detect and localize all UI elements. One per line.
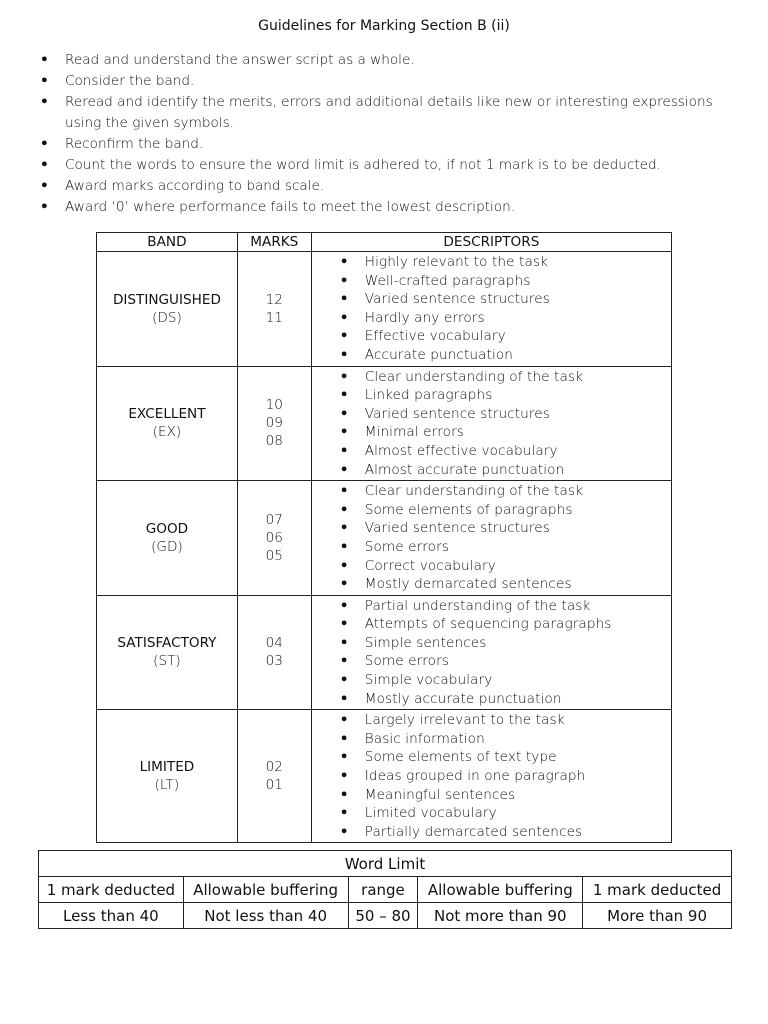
- descriptor-item: • Hardly any errors: [312, 309, 671, 328]
- band-table: [96, 232, 672, 843]
- descriptor-item: • Some errors: [312, 652, 671, 671]
- descriptor-item: • Partially demarcated sentences: [312, 823, 671, 842]
- descriptor-item: • Meaningful sentences: [312, 786, 671, 805]
- descriptor-item: • Correct vocabulary: [312, 557, 671, 576]
- mark-value: 12: [265, 291, 283, 308]
- descriptor-item: • Some errors: [312, 538, 671, 557]
- mark-value: 02: [265, 759, 283, 776]
- guideline-item: • Award ‘0’ where performance fails to meet the lowest description.: [38, 197, 738, 218]
- band-code: (EX): [152, 424, 182, 441]
- descriptor-item: • Effective vocabulary: [312, 327, 671, 346]
- header-descriptors: DESCRIPTORS: [311, 233, 671, 252]
- marks-cell: [237, 366, 311, 481]
- band-row-distinguished: [97, 252, 672, 367]
- descriptors-cell: [311, 252, 671, 367]
- header-marks: MARKS: [237, 233, 311, 252]
- word-limit-value-row: [39, 903, 732, 929]
- word-limit-value: Not more than 90: [418, 903, 583, 929]
- guideline-item: • Consider the band.: [38, 71, 738, 92]
- word-limit-header-row: [39, 877, 732, 903]
- guideline-item: • Reread and identify the merits, errors and additional details like new or interesting expressions using the given symbols.: [38, 92, 738, 134]
- descriptor-item: • Limited vocabulary: [312, 804, 671, 823]
- descriptor-item: • Basic information: [312, 730, 671, 749]
- band-cell: [97, 366, 238, 481]
- descriptor-item: • Almost effective vocabulary: [312, 442, 671, 461]
- band-row-good: [97, 481, 672, 596]
- band-cell: [97, 481, 238, 596]
- mark-value: 10: [265, 397, 283, 414]
- mark-value: 06: [265, 529, 283, 546]
- guideline-item: • Reconfirm the band.: [38, 134, 738, 155]
- band-name: GOOD: [145, 520, 189, 537]
- mark-value: 05: [265, 547, 283, 564]
- descriptor-item: • Simple sentences: [312, 634, 671, 653]
- descriptor-item: • Ideas grouped in one paragraph: [312, 767, 671, 786]
- descriptor-item: • Attempts of sequencing paragraphs: [312, 615, 671, 634]
- mark-value: 09: [265, 415, 283, 432]
- band-table-header-row: [97, 233, 672, 252]
- descriptor-item: • Well-crafted paragraphs: [312, 272, 671, 291]
- marks-cell: [237, 595, 311, 710]
- header-band: BAND: [97, 233, 238, 252]
- band-cell: [97, 710, 238, 843]
- word-limit-header: 1 mark deducted: [583, 877, 732, 903]
- descriptor-item: • Some elements of paragraphs: [312, 501, 671, 520]
- descriptor-item: • Some elements of text type: [312, 748, 671, 767]
- descriptor-item: • Minimal errors: [312, 423, 671, 442]
- word-limit-header: Allowable buffering: [183, 877, 348, 903]
- word-limit-header: range: [348, 877, 418, 903]
- guideline-item: • Award marks according to band scale.: [38, 176, 738, 197]
- descriptors-cell: [311, 366, 671, 481]
- word-limit-value: 50 – 80: [348, 903, 418, 929]
- descriptor-item: • Varied sentence structures: [312, 405, 671, 424]
- band-name: DISTINGUISHED: [112, 291, 221, 308]
- word-limit-header: Allowable buffering: [418, 877, 583, 903]
- band-code: (GD): [151, 538, 183, 555]
- mark-value: 01: [265, 777, 283, 794]
- word-limit-table: [38, 850, 732, 929]
- word-limit-value: Less than 40: [39, 903, 184, 929]
- descriptor-item: • Clear understanding of the task: [312, 482, 671, 501]
- mark-value: 03: [265, 653, 283, 670]
- band-code: (ST): [153, 653, 181, 670]
- descriptor-item: • Mostly demarcated sentences: [312, 575, 671, 594]
- descriptor-item: • Accurate punctuation: [312, 346, 671, 365]
- word-limit-value: More than 90: [583, 903, 732, 929]
- descriptor-item: • Highly relevant to the task: [312, 253, 671, 272]
- word-limit-title-row: [39, 851, 732, 877]
- mark-value: 04: [265, 635, 283, 652]
- band-name: SATISFACTORY: [117, 635, 217, 652]
- word-limit-header: 1 mark deducted: [39, 877, 184, 903]
- guideline-list: [38, 50, 738, 218]
- mark-value: 08: [265, 433, 283, 450]
- descriptor-item: • Clear understanding of the task: [312, 368, 671, 387]
- descriptor-item: • Partial understanding of the task: [312, 597, 671, 616]
- marks-cell: [237, 252, 311, 367]
- band-row-excellent: [97, 366, 672, 481]
- band-cell: [97, 595, 238, 710]
- band-code: (DS): [152, 309, 182, 326]
- band-cell: [97, 252, 238, 367]
- descriptors-cell: [311, 710, 671, 843]
- descriptor-item: • Linked paragraphs: [312, 386, 671, 405]
- descriptors-cell: [311, 481, 671, 596]
- band-row-limited: [97, 710, 672, 843]
- band-row-satisfactory: [97, 595, 672, 710]
- descriptor-item: • Varied sentence structures: [312, 290, 671, 309]
- word-limit-title: Word Limit: [39, 851, 732, 877]
- guideline-item: • Read and understand the answer script as a whole.: [38, 50, 738, 71]
- descriptor-item: • Varied sentence structures: [312, 519, 671, 538]
- guideline-item: • Count the words to ensure the word limit is adhered to, if not 1 mark is to be deducted.: [38, 155, 738, 176]
- marks-cell: [237, 481, 311, 596]
- descriptor-item: • Simple vocabulary: [312, 671, 671, 690]
- descriptor-item: • Almost accurate punctuation: [312, 461, 671, 480]
- band-name: EXCELLENT: [128, 406, 206, 423]
- descriptor-item: • Largely irrelevant to the task: [312, 711, 671, 730]
- band-code: (LT): [154, 777, 180, 794]
- marks-cell: [237, 710, 311, 843]
- descriptor-item: • Mostly accurate punctuation: [312, 690, 671, 709]
- page-title: Guidelines for Marking Section B (ii): [258, 18, 510, 34]
- mark-value: 07: [265, 511, 283, 528]
- band-name: LIMITED: [139, 759, 195, 776]
- word-limit-value: Not less than 40: [183, 903, 348, 929]
- descriptors-cell: [311, 595, 671, 710]
- mark-value: 11: [265, 309, 283, 326]
